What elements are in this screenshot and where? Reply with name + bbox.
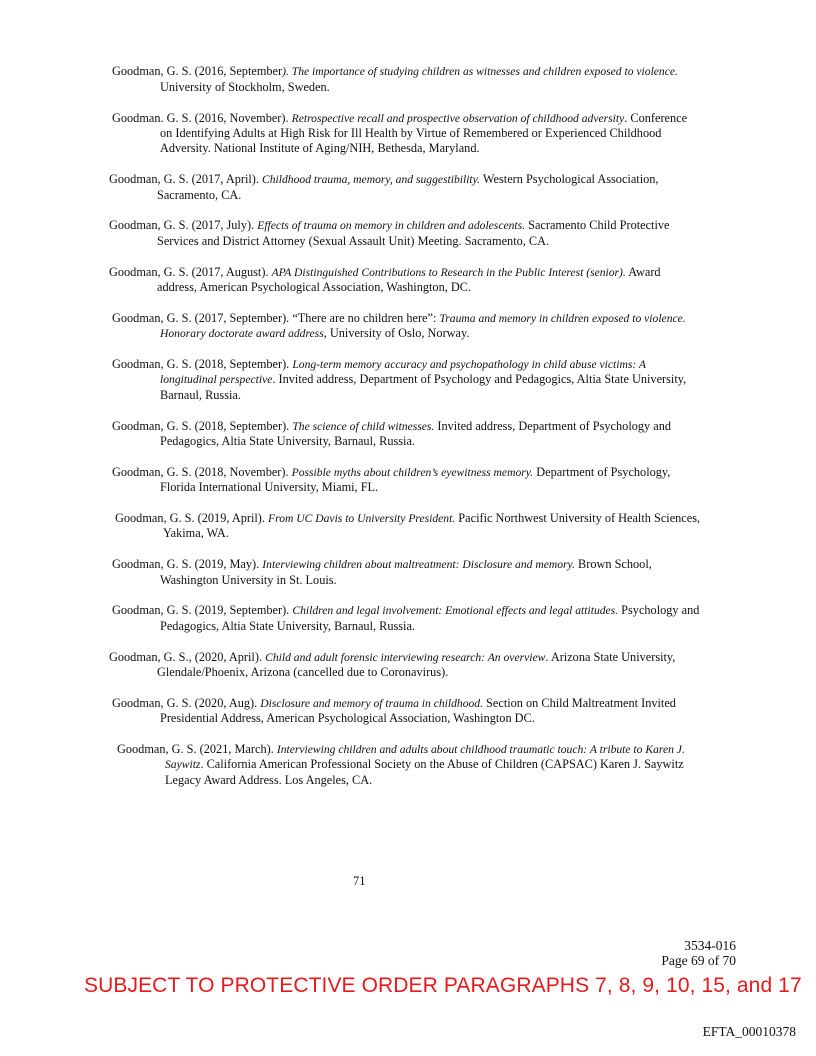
reference-entry [112,357,700,403]
reference-title: Retrospective recall and prospective observation of childhood adversity [291,111,625,125]
reference-title: Interviewing children and adults about childhood traumatic touch: A tribute to Karen J. Saywitz [165,742,685,772]
reference-entry [112,557,700,588]
reference-lead: Goodman, G. S. (2018, November). [112,464,292,479]
efta-identifier: EFTA_00010378 [702,1024,796,1039]
reference-entry [109,218,697,249]
reference-entry [115,511,703,542]
reference-lead: Goodman. G. S. (2016, November). [112,110,292,125]
reference-rest: . Conference on Identifying Adults at High Risk for Ill Health by Virtue of Remembered or Experienced Childhood Adversity. National Institute of Aging/NIH, Bethesda, Maryland. [160,110,688,156]
reference-lead: Goodman, G. S. (2017, September). “There are no children here”: [112,310,440,325]
reference-rest: . California American Professional Society on the Abuse of Children (CAPSAC) Karen J. Saywitz Legacy Award Address. Los Angeles, CA. [165,757,684,787]
reference-entry [112,419,700,450]
reference-lead: Goodman, G. S. (2019, September). [112,603,293,618]
reference-lead: Goodman, G. S. (2017, April). [109,172,263,187]
reference-entry [112,311,700,342]
bates-code: 3534-016 [684,938,736,953]
reference-entry [112,64,700,95]
reference-lead: Goodman, G. S. (2018, September). [112,356,293,371]
reference-rest: Section on Child Maltreatment Invited Presidential Address, American Psychological Association, Washington DC. [160,695,676,726]
reference-list [0,52,816,804]
reference-entry [117,742,705,788]
reference-lead: Goodman, G. S. (2020, Aug). [112,695,261,710]
reference-entry [112,696,700,727]
reference-title: Trauma and memory in children exposed to violence. Honorary doctorate award address [160,311,686,341]
reference-entry [112,603,700,634]
reference-title: ). The importance of studying children as witnesses and children exposed to violence. [282,65,678,79]
protective-order-notice: SUBJECT TO PROTECTIVE ORDER PARAGRAPHS 7, 8, 9, 10, 15, and 17 [84,974,802,997]
reference-title: APA Distinguished Contributions to Research in the Public Interest (senior). [271,265,626,279]
reference-title: Child and adult forensic interviewing research: An overview [265,650,546,664]
reference-lead: Goodman, G. S. (2019, April). [115,510,269,525]
reference-title: Effects of trauma on memory in children and adolescents. [257,219,526,233]
reference-title: Disclosure and memory of trauma in childhood. [260,696,483,710]
reference-lead: Goodman, G. S. (2018, September). [112,418,293,433]
reference-lead: Goodman, G. S. (2017, August). [109,264,272,279]
reference-rest: , University of Oslo, Norway. [323,326,470,341]
reference-lead: Goodman, G. S., (2020, April). [109,649,266,664]
page-number: 71 [353,874,366,888]
reference-entry [109,172,697,203]
reference-entry [112,111,700,157]
reference-title: Long-term memory accuracy and psychopathology in child abuse victims: A longitudinal perspective [160,357,646,387]
bates-label [661,938,736,968]
reference-title: Possible myths about children’s eyewitness memory. [291,465,534,479]
reference-title: Children and legal involvement: Emotional effects and legal attitudes. [292,604,619,618]
reference-rest: Sacramento Child Protective Services and District Attorney (Sexual Assault Unit) Meeting. Sacramento, CA. [157,218,670,248]
reference-lead: Goodman, G. S. (2016, September [112,64,283,79]
reference-title: Interviewing children about maltreatment: Disclosure and memory. [262,558,575,572]
reference-title: The science of child witnesses. [292,419,435,433]
bates-page: Page 69 of 70 [661,953,736,968]
reference-rest: Department of Psychology, Florida International University, Miami, FL. [160,464,671,495]
reference-rest: Psychology and Pedagogics, Altia State University, Barnaul, Russia. [160,603,700,633]
reference-title: From UC Davis to University President. [268,511,456,525]
reference-lead: Goodman, G. S. (2017, July). [109,218,258,233]
reference-rest: . Invited address, Department of Psychology and Pedagogics, Altia State University, Barnaul, Russia. [160,372,687,402]
reference-rest: Brown School, Washington University in St. Louis. [160,557,652,587]
reference-rest: University of Stockholm, Sweden. [160,79,330,94]
reference-entry [112,465,700,496]
reference-entry [109,650,697,681]
reference-rest: Award address, American Psychological Association, Washington, DC. [157,264,661,294]
reference-title: Childhood trauma, memory, and suggestibility. [262,173,481,187]
reference-lead: Goodman, G. S. (2021, March). [117,741,277,756]
reference-rest: Western Psychological Association, Sacramento, CA. [157,172,659,202]
reference-entry [109,265,697,296]
reference-lead: Goodman, G. S. (2019, May). [112,557,263,572]
reference-rest: Pacific Northwest University of Health Sciences, Yakima, WA. [163,510,701,541]
reference-rest: . Arizona State University, Glendale/Phoenix, Arizona (cancelled due to Coronavirus). [157,649,676,679]
reference-rest: Invited address, Department of Psychology and Pedagogics, Altia State University, Barnaul, Russia. [160,418,672,448]
